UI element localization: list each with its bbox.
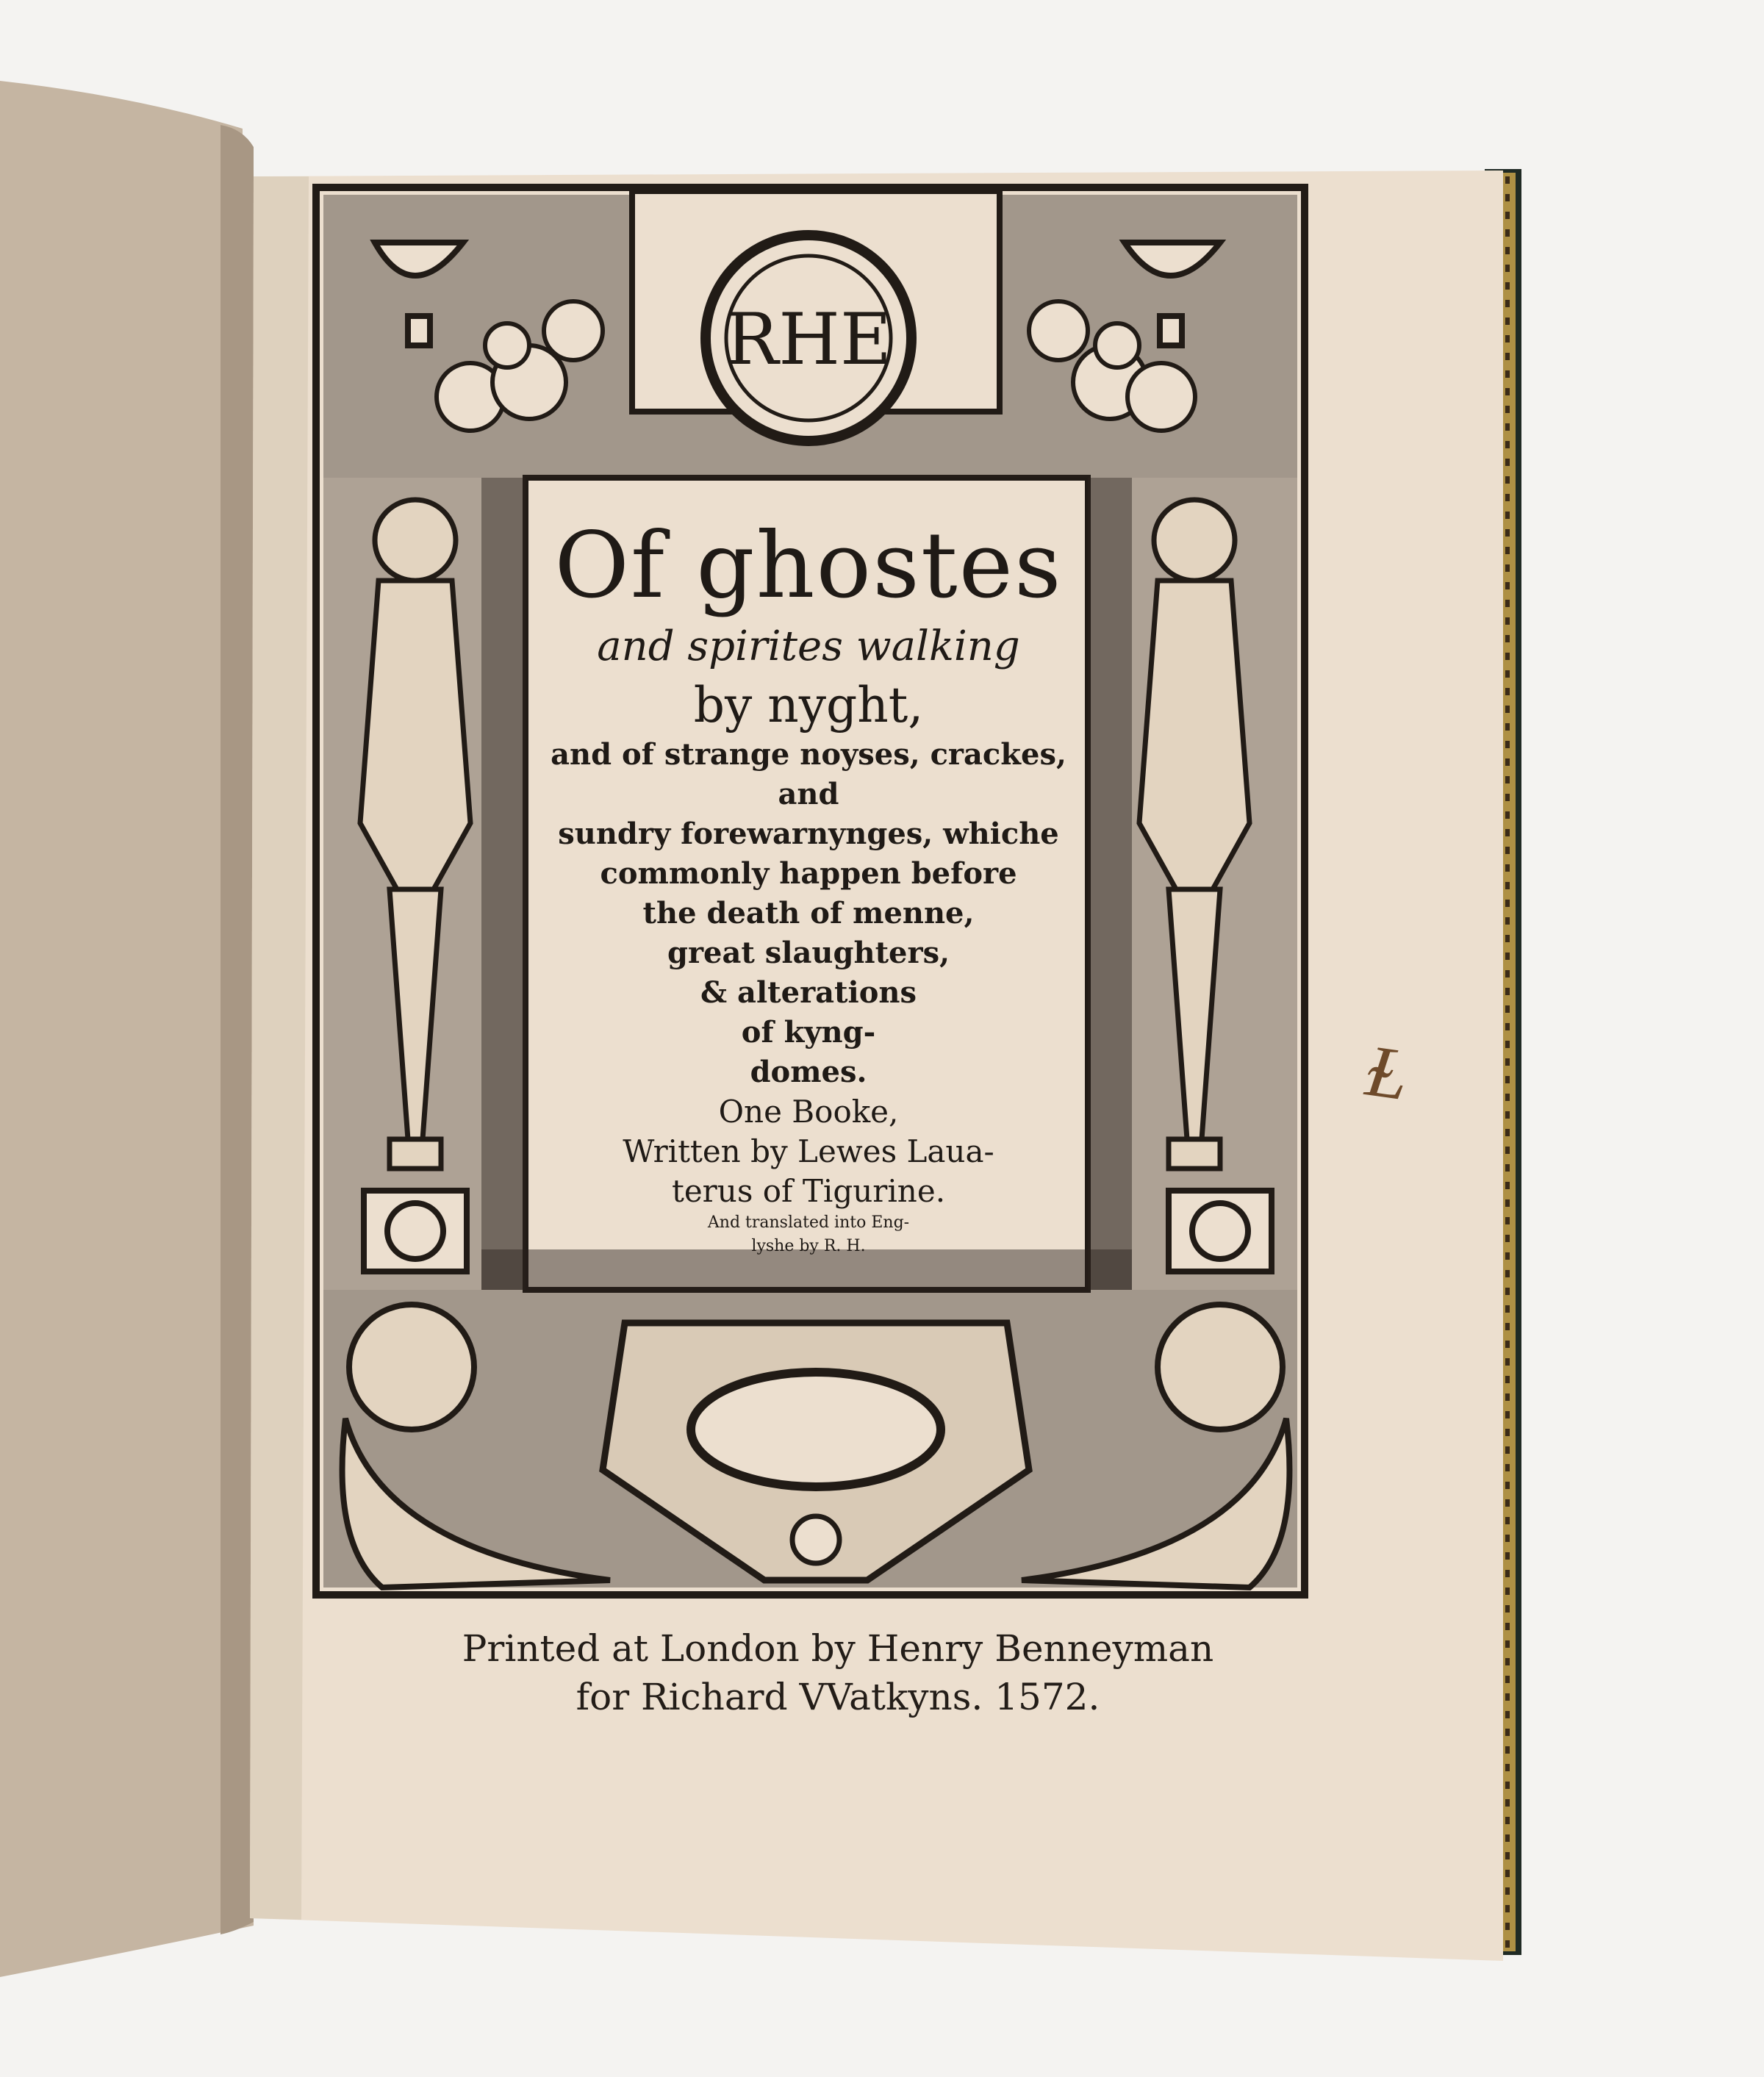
handwritten-mark: Ɫ [1361,1026,1414,1118]
rosette-right [1169,1191,1272,1271]
blackletter-line-7: of kyng- [741,1015,876,1050]
blackletter-line-4: the death of menne, [642,896,975,930]
blackletter-line-5: great slaughters, [667,936,950,970]
author-line-1: Written by Lewes Laua- [623,1133,994,1169]
title-block [544,500,1073,1279]
left-endpaper [0,81,254,1977]
translation-line-1: And translated into Eng- [707,1213,910,1232]
imprint-line-2: for Richard VVatkyns. 1572. [576,1676,1100,1718]
monogram-medallion [632,191,1000,441]
subtitle-plain: by nyght, [693,677,924,733]
main-title: Of ghostes [554,513,1063,619]
imprint [441,1624,1235,1721]
book-line: One Booke, [718,1094,899,1130]
blackletter-line-8: domes. [750,1055,867,1089]
subtitle-italic: and spirites walking [597,623,1020,670]
blackletter-line-2: sundry forewarnynges, whiche [558,817,1059,851]
rosette-left [364,1191,467,1271]
blackletter-line-6: & alterations [700,975,917,1010]
monogram: RHE [725,298,892,381]
author-line-2: terus of Tigurine. [671,1173,946,1209]
imprint-line-1: Printed at London by Henry Benneyman [462,1627,1214,1670]
blackletter-line-3: commonly happen before [600,856,1017,891]
blackletter-line-1: and of strange noyses, crackes, and [551,737,1066,811]
translation-line-2: lyshe by R. H. [751,1237,866,1255]
